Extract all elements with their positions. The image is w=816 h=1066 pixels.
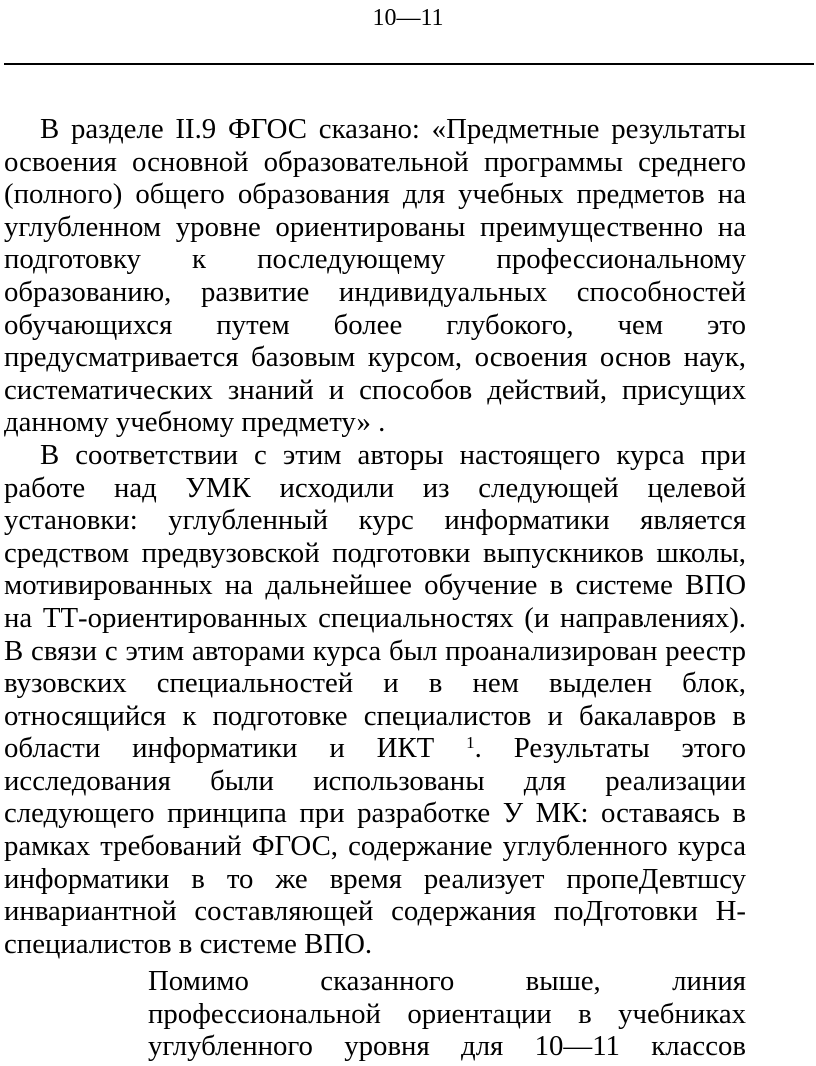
paragraph-2 — [4, 439, 746, 961]
footnote-ref: 1 — [466, 733, 475, 753]
paragraph-1: В разделе II.9 ФГОС сказано: «Предметные результаты освоения основной образовательной программы среднего (полного) общего образования для учебных предметов на углубленном уровне ориентированы преимущественно на подготовку к последующему профессиональному образованию, развитие индивидуальных способностей обучающихся путем более глубокого, чем это предусматривается базовым курсом, освоения основ наук, систематических знаний и способов действий, присущих данному учебному предмету» . — [4, 113, 746, 439]
header-rule — [4, 63, 814, 65]
paragraph-2-text-a: В соответствии с этим авторы настоящего курса при работе над УМК исходили из следующей целевой установки: углубленный курс информатики является средством предвузовской подготовки выпускников школы, мотивированных на дальнейшее обучение в системе ВПО на ТТ-ориентированных специальностях (и направлениях). В связи с этим авторами курса был проанализирован реестр вузовских специальностей и в нем выделен блок, относящийся к подготовке специалистов и бакалавров в области информатики и ИКТ — [4, 438, 746, 765]
paragraph-2-text-b: . Результаты этого исследования были использованы для реализации следующего принципа при разработке У МК: оставаясь в рамках требований ФГОС, содержание углубленного курса информатики в то же время реализует пропеДевтшсу инвариантной составляющей содержания поДготовки Н-специалистов в системе ВПО. — [4, 732, 747, 960]
body-text — [4, 113, 746, 960]
paragraph-3: Помимо сказанного выше, линия профессиональной ориентации в учебниках углубленного уровня для 10—11 классов — [148, 965, 746, 1063]
page-header: 10—11 — [372, 5, 444, 31]
